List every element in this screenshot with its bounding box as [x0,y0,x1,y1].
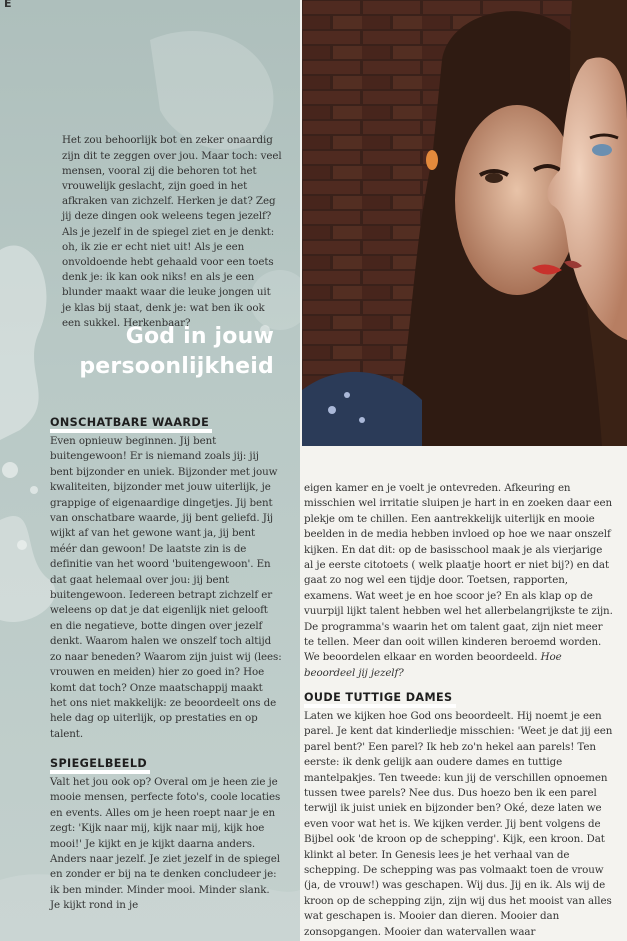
section-oude-tuttige-dames [304,686,614,940]
section-continued [304,481,614,681]
section-body: Laten we kijken hoe God ons beoordeelt. Hij noemt je een parel. Je kent dat kinderliedje misschien: 'Weet je dat jij een parel bent?' Een parel? Ik heb zo'n hekel aan parels! Ten eerste: ik denk gelijk aan oudere dames en tuttige mantelpakjes. Ten tweede: kun jij de verschillen opnoemen tussen twee parels? Nee dus. Dus hoezo ben ik een parel terwijl ik juist uniek en bijzonder ben? Oké, deze laten we even voor wat het is. We kijken verder. Jij bent volgens de Bijbel ook 'de kroon op de schepping'. Kijk, een kroon. Dat klinkt al beter. In Genesis lees je het verhaal van de schepping. De schepping was pas volmaakt toen de vrouw (ja, de vrouw!) was geschapen. Wij dus. Jij en ik. Als wij de kroon op de schepping zijn, zijn wij dus het mooist van alles wat geschapen is. Mooier dan dieren. Mooier dan zonsopgangen. Mooier dan watervallen waar [304,710,613,938]
closing-question: Hoe beoordeel jij jezelf? [304,651,562,679]
headline-line-2: persoonlijkheid [79,354,274,379]
headline-line-1: God in jouw [125,324,274,349]
intro-paragraph: Het zou behoorlijk bot en zeker onaardig zijn dit te zeggen over jou. Maar toch: veel mensen, vooral zij die behoren tot het vrouwelijk geslacht, zijn goed in het afkraken van zichzelf. Herken je dat? Zeg jij deze dingen ook weleens tegen jezelf? Als je jezelf in de spiegel ziet en je denkt: oh, ik zie er echt niet uit! Als je een onvoldoende hebt gehaald voor een toets denk je: ik kan ook niks! en als je een blunder maakt waar die leuke jongen uit je klas bij staat, denk je: wat ben ik ook een sukkel. Herkenbaar? [62,134,282,329]
section-body [304,481,614,681]
portrait-illustration [302,0,627,446]
section-body: Valt het jou ook op? Overal om je heen zie je mooie mensen, perfecte foto's, coole locaties en events. Alles om je heen roept naar je en zegt: 'Kijk naar mij, kijk naar mij, kijk hoe mooi!' Je kijkt en je kijkt daarna anders. Anders naar jezelf. Je ziet jezelf in de spiegel en zonder er bij na te denken concludeer je: ik ben minder. Minder mooi. Minder slank. Je kijkt rond in je [50,776,281,912]
body-text: eigen kamer en je voelt je ontevreden. Afkeuring en misschien wel irritatie sluipen je hart in en zoeken daar een plekje om te chillen. Een aantrekkelijk uiterlijk en mooie beelden in de media hebben invloed op hoe we naar onszelf kijken. En dat dit: op de basisschool maak je als vierjarige al je eerste citotoets ( welk plaatje hoort er niet bij?) en dat gaat zo nog wel een tijdje door. Toetsen, rapporten, examens. Wat weet je en hoe scoor je? En als klap op de vuurpijl lijkt talent hebben wel het allerbelangrijkste te zijn. De programma's waarin het om talent gaat, zijn niet meer te tellen. Meer dan ooit willen kinderen beroemd worden. We beoordelen elkaar en worden beoordeeld. [304,482,613,664]
section-body: Even opnieuw beginnen. Jij bent buitengewoon! Er is niemand zoals jij: jij bent bijzonder en uniek. Bijzonder met jouw kwaliteiten, bijzonder met jouw uiterlijk, je grappige of eigenaardige dingetjes. Jij bent van onschatbare waarde, jij bent geliefd. Jij wijkt af van het gewone want ja, jij bent méér dan gewoon! De laatste zin is de definitie van het woord 'buitengewoon'. En dat gaat helemaal over jou: jij bent buitengewoon. Iedereen betrapt zichzelf er weleens op dat je dat eigenlijk niet gelooft en die negatieve, botte dingen over jezelf denkt. Waarom halen we onszelf toch altijd zo naar beneden? Waarom zijn juist wij (lees: vrouwen en meiden) hier zo goed in? Hoe komt dat toch? Onze maatschappij maakt het ons niet makkelijk: ze beoordeelt ons de hele dag op uiterlijk, op prestaties en op talent. [50,435,282,740]
section-heading: ONSCHATBARE WAARDE [50,416,212,433]
page-letter: E [4,0,12,10]
section-heading: SPIEGELBEELD [50,757,150,774]
section-spiegelbeeld [50,752,282,914]
section-onschatbare-waarde [50,411,282,742]
headline [79,322,274,382]
hero-photo [302,0,627,446]
section-heading: OUDE TUTTIGE DAMES [304,691,456,708]
